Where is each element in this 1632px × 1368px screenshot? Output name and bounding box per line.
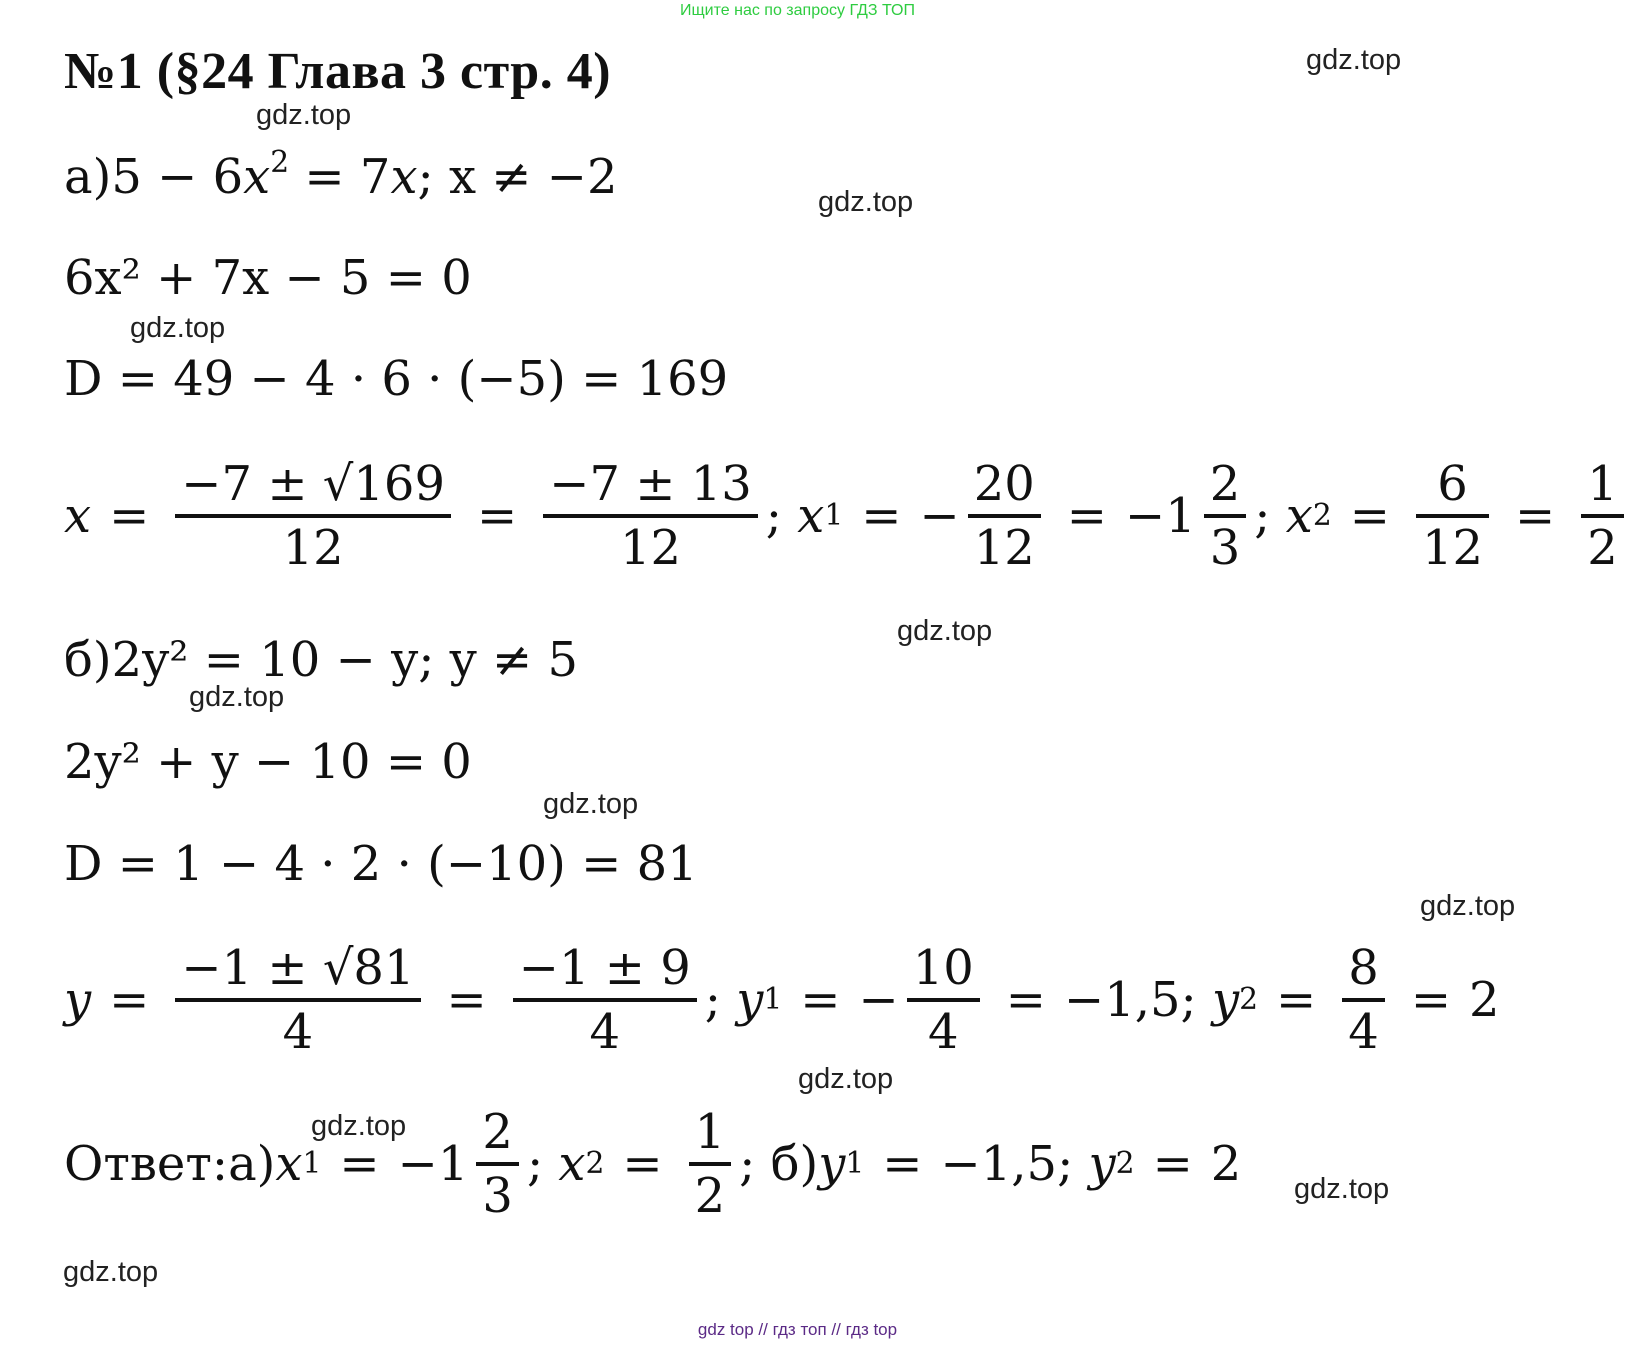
fraction — [175, 940, 420, 1060]
fraction — [907, 940, 980, 1060]
denominator: 4 — [175, 998, 420, 1056]
part-b-solution: y = $\frac{-1 \pm √81}{4}$ = $\frac{-1 \pm 9}{4}$ ; y 1 = − $\frac{10}{4}$ = −1,5 ; y 2 = $\frac{8}{4}$ = 2 — [64, 940, 1500, 1060]
numerator: −7 ± 13 — [549, 456, 752, 512]
fraction — [476, 1104, 519, 1224]
answer-b-label: б) — [770, 1136, 819, 1192]
numerator: 2 — [1209, 456, 1241, 512]
watermark: gdz.top — [1306, 44, 1402, 76]
eq-text: = 7 — [289, 149, 391, 205]
fraction — [543, 456, 758, 576]
denominator: 3 — [476, 1162, 519, 1220]
eq-text: ; x ≠ −2 — [417, 149, 618, 205]
denominator: 12 — [968, 514, 1041, 572]
part-b-equation — [64, 632, 579, 688]
value: 2 — [1469, 972, 1500, 1028]
value: −1,5 — [940, 1136, 1058, 1192]
fraction — [1342, 940, 1385, 1060]
numerator: −1 ± 9 — [518, 940, 691, 996]
watermark: gdz.top — [897, 615, 993, 647]
numerator: 8 — [1348, 940, 1379, 996]
bottom-links[interactable]: gdz top // гдз топ // гдз top — [697, 1320, 898, 1339]
part-a-solution: x = $\frac{-7 \pm √169}{12}$ = $\frac{-7 \pm 13}{12}$ ; x 1 = − $\frac{20}{12}$ = −1 $\frac{2}{3}$ ; x 2 = $\frac{6}{12}$ = $\frac{1}{2}$ — [64, 460, 1632, 572]
answer-line: Ответ: а) x 1 = −1 $\frac{2}{3}$ ; x 2 = $\frac{1}{2}$ ; б) y 1 = −1,5 ; y 2 = 2 — [64, 1104, 1242, 1224]
watermark: gdz.top — [1294, 1173, 1390, 1205]
numerator: 2 — [482, 1104, 513, 1160]
watermark: gdz.top — [256, 99, 352, 131]
denominator: 12 — [543, 514, 758, 572]
part-b-label: б) — [64, 632, 112, 688]
watermark: gdz.top — [311, 1110, 407, 1142]
value: 2 — [1210, 1136, 1242, 1192]
fraction — [1416, 456, 1489, 576]
part-a-quadratic: 6x² + 7x − 5 = 0 — [64, 250, 472, 306]
fraction — [1581, 456, 1624, 576]
part-b-discriminant: D = 1 − 4 · 2 · (−10) = 81 — [64, 836, 698, 892]
denominator: 4 — [1342, 998, 1385, 1056]
watermark: gdz.top — [543, 788, 639, 820]
page-title: №1 (§24 Глава 3 стр. 4) — [64, 43, 612, 100]
eq-text: 2y² = 10 − y; y ≠ 5 — [111, 632, 579, 688]
denominator: 12 — [175, 514, 451, 572]
numerator: 6 — [1437, 456, 1468, 512]
watermark: gdz.top — [798, 1063, 894, 1095]
whole-part: −1 — [1124, 488, 1196, 544]
answer-label: Ответ: — [64, 1136, 229, 1192]
denominator: 2 — [689, 1162, 732, 1220]
fraction — [513, 940, 697, 1060]
eq-text: 5 − 6 — [111, 149, 244, 205]
denominator: 12 — [1416, 514, 1489, 572]
numerator: 20 — [973, 456, 1035, 512]
part-b-quadratic: 2y² + y − 10 = 0 — [64, 734, 472, 790]
watermark: gdz.top — [1420, 890, 1516, 922]
whole-part: −1 — [397, 1136, 469, 1192]
numerator: −7 ± √169 — [181, 456, 445, 512]
denominator: 2 — [1581, 514, 1624, 572]
watermark: gdz.top — [63, 1256, 159, 1288]
numerator: −1 ± √81 — [181, 940, 415, 996]
answer-a-label: а) — [228, 1136, 276, 1192]
value: −1,5 — [1063, 972, 1181, 1028]
watermark: gdz.top — [130, 312, 226, 344]
numerator: 1 — [694, 1104, 726, 1160]
part-a-equation: $а)5 - 6x^2 = 7x$; x ≠ −2 — [64, 145, 618, 205]
fraction — [1204, 456, 1247, 576]
numerator: 10 — [912, 940, 974, 996]
denominator: 4 — [513, 998, 697, 1056]
watermark: gdz.top — [818, 186, 914, 218]
part-a-label: а) — [64, 149, 112, 205]
top-banner[interactable]: Ищите нас по запросу ГДЗ ТОП — [680, 2, 915, 19]
numerator: 1 — [1587, 456, 1618, 512]
denominator: 3 — [1204, 514, 1247, 572]
watermark: gdz.top — [189, 681, 285, 713]
fraction — [175, 456, 451, 576]
fraction — [968, 456, 1041, 576]
denominator: 4 — [907, 998, 980, 1056]
part-a-discriminant: D = 49 − 4 · 6 · (−5) = 169 — [64, 351, 729, 407]
fraction — [689, 1104, 732, 1224]
